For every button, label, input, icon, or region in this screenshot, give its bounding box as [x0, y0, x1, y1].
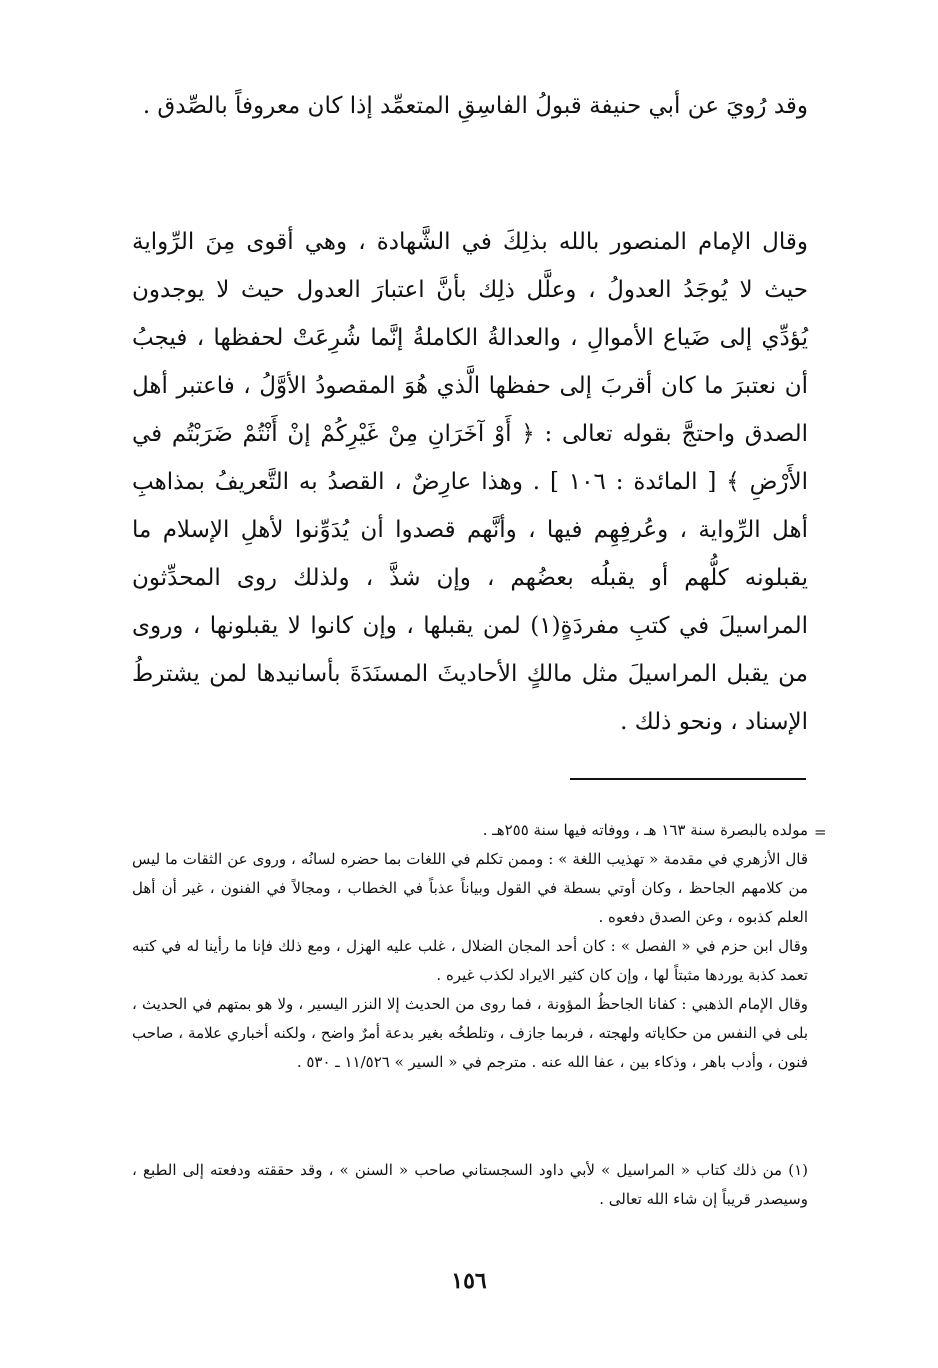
- body-paragraph-1: وقد رُويَ عن أبي حنيفة قبولُ الفاسِقِ المتعمِّد إذا كان معروفاً بالصِّدق .: [142, 93, 808, 119]
- page-number: ١٥٦: [451, 1268, 487, 1294]
- footnote-divider: [570, 778, 806, 780]
- footnote-1: [132, 1156, 808, 1214]
- footnote-paragraph: وقال الإمام الذهبي : كفانا الجاحظُ المؤونة ، فما روى من الحديث إلا النزر اليسير ، ولا هو بمتهم في الحديث ، بلى في النفس من حكاياته ولهجته ، فربما جازف ، وتلطخُه بغير بدعة أمرٌ واضح ، ولكنه أخباري علامة ، صاحب فنون ، وأدب باهر ، وذكاء بين ، عفا الله عنه . مترجم في « السير » ١١/٥٢٦ ـ ٥٣٠ .: [132, 995, 808, 1071]
- footnote-paragraph: مولده بالبصرة سنة ١٦٣ هـ ، ووفاته فيها سنة ٢٥٥هـ .: [482, 821, 808, 839]
- footnote-paragraph: وقال ابن حزم في « الفصل » : كان أحد المجان الضلال ، غلب عليه الهزل ، ومع ذلك فإنا ما رأينا له في كتبه تعمد كذبة يوردها مثبتاً لها ، وإن كان كثير الايراد لكذب غيره .: [132, 937, 808, 984]
- footnote-paragraph: قال الأزهري في مقدمة « تهذيب اللغة » : وممن تكلم في اللغات بما حضره لسانُه ، وروى عن الثقات ما ليس من كلامهم الجاحظ ، وكان أوتي بسطة في القول وبياناً عذباً في الخطاب ، ومجالاً في الفنون ، غير أن أهل العلم كذبوه ، وعن الصدق دفعوه .: [132, 850, 808, 926]
- footnote-continuation-marker: =: [814, 823, 827, 841]
- body-paragraph-2: وقال الإمام المنصور بالله بذلِكَ في الشَّهادة ، وهي أقوى مِنَ الرِّواية حيث لا يُوجَدُ العدولُ ، وعلَّل ذلِك بأنَّ اعتبارَ العدول حيث لا يوجدون يُؤدِّي إلى ضَياع الأموالِ ، والعدالةُ الكاملةُ إنَّما شُرِعَتْ لحفظها ، فيجبُ أن نعتبرَ ما كان أقربَ إلى حفظها الَّذي هُوَ المقصودُ الأوَّلُ ، فاعتبر أهل الصدق واحتجَّ بقوله تعالى : ﴿ أَوْ آخَرَانِ مِنْ غَيْرِكُمْ إنْ أَنْتُمْ ضَرَبْتُم في الأَرْضِ ﴾ [ المائدة : ١٠٦ ] . وهذا عارِضٌ ، القصدُ به التَّعريفُ بمذاهبِ أهل الرِّواية ، وعُرفِهِم فيها ، وأنَّهم قصدوا أن يُدَوِّنوا لأهلِ الإسلام ما يقبلونه كلُّهم أو يقبلُه بعضُهم ، وإن شذَّ ، ولذلك روى المحدِّثون المراسيلَ في كتبِ مفردَةٍ(١) لمن يقبلها ، وإن كانوا لا يقبلونها ، وروى من يقبل المراسيلَ مثل مالكٍ الأحاديثَ المسنَدَةَ بأسانيدها لمن يشترطُ الإسناد ، ونحو ذلك .: [132, 229, 809, 735]
- footnote-continuation: [132, 816, 808, 1077]
- footnote-1-text: (١) من ذلك كتاب « المراسيل » لأبي داود السجستاني صاحب « السنن » ، وقد حققته ودفعته إلى الطبع ، وسيصدر قريباً إن شاء الله تعالى .: [132, 1161, 808, 1208]
